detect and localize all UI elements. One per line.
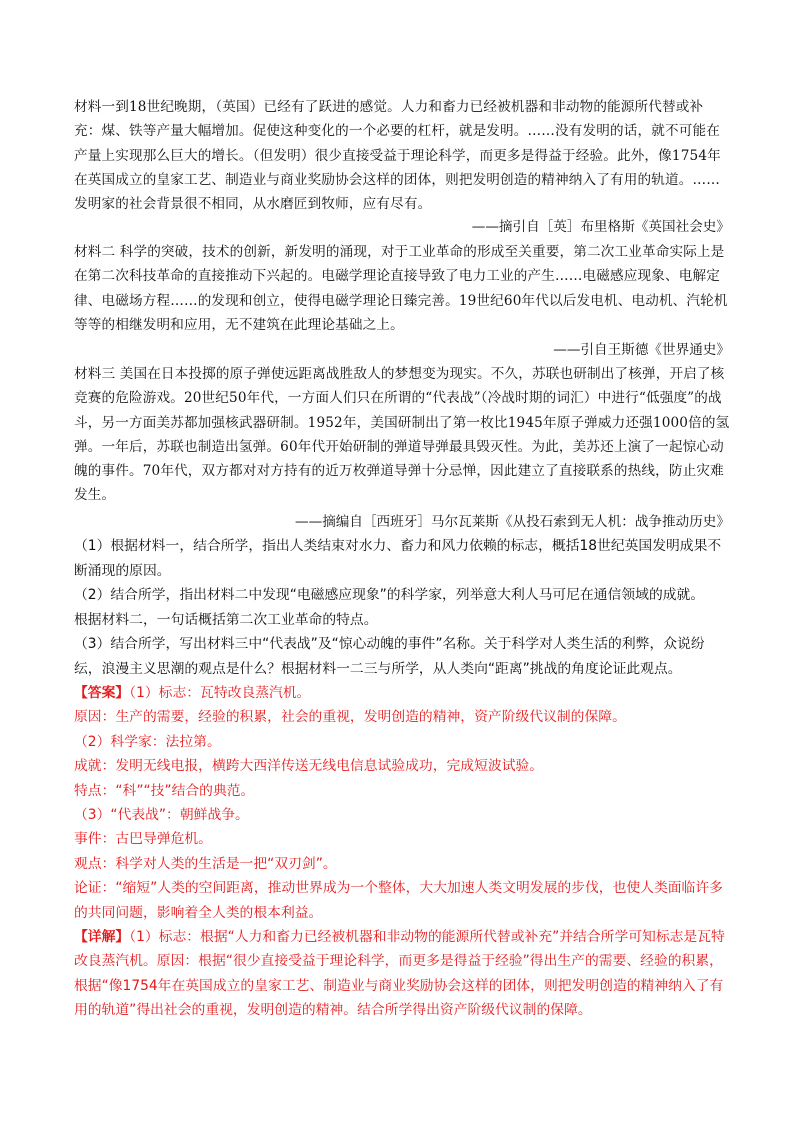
question-2b: 根据材料二，一句话概括第二次工业革命的特点。 [74,611,378,628]
detail-section [74,925,730,1023]
answer-2: （2）科学家：法拉第。 [74,733,221,750]
material-one-text: 材料一到18世纪晚期，（英国）已经有了跃进的感觉。人力和畜力已经被机器和非动物的能源所代替或补充：煤、铁等产量大幅增加。促使这种变化的一个必要的杠杆，就是发明。……没有发明的话，就不可能在产量上实现那么巨大的增长。（但发明）很少直接受益于理论科学，而更多是得益于经验。此外，像1754年在英国成立的皇家工艺、制造业与商业奖励协会这样的团体，则把发明创造的精神纳入了有用的轨道。……发明家的社会背景很不相同，从水磨匠到牧师，应有尽有。 [74,99,721,213]
answer-2-achievement: 成就：发明无线电报，横跨大西洋传送无线电信息试验成功，完成短波试验。 [74,758,544,775]
answer-3: （3）“代表战”：朝鲜战争。 [74,807,249,824]
detail-line [74,925,730,1023]
question-1: （1）根据材料一，结合所学，指出人类结束对水力、畜力和风力依赖的标志，概括18世纪英国发明成果不断涌现的原因。 [74,538,722,579]
material-two-source: ——引自王斯德《世界通史》 [553,342,730,358]
detail-tag: 【详解】 [74,929,130,945]
answer-3-event: 事件：古巴导弹危机。 [74,831,212,848]
material-three-source: ——摘编自［西班牙］马尔瓦莱斯《从投石索到无人机：战争推动历史》 [295,514,730,530]
material-two [74,240,730,337]
question-list [74,534,730,682]
answer-2-feature: 特点：“科”“技”结合的典范。 [74,782,255,799]
material-one [74,95,730,216]
material-two-text: 材料二 科学的突破，技术的创新，新发明的涌现，对于工业革命的形成至关重要，第二次工业革命实际上是在第二次科技革命的直接推动下兴起的。电磁学理论直接导致了电力工业的产生……电磁感应现象、电解定律、电磁场方程……的发现和创立，使得电磁学理论日臻完善。19世纪60年代以后发电机、电动机、汽轮机等等的相继发明和应用，无不建筑在此理论基础之上。 [74,244,728,333]
question-2a: （2）结合所学，指出材料二中发现“电磁感应现象”的科学家，列举意大利人马可尼在通信领域的成就。 [74,587,705,604]
answer-1: （1）标志：瓦特改良蒸汽机。 [129,685,311,701]
material-one-source: ——摘引自［英］布里格斯《英国社会史》 [471,219,730,235]
answer-1-reason: 原因：生产的需要，经验的积累，社会的重视，发明创造的精神，资产阶级代议制的保障。 [74,709,626,726]
answer-tag: 【答案】 [74,685,130,701]
answer-line-1 [74,681,730,705]
material-three [74,362,730,508]
answer-section [74,681,730,925]
detail-text: （1）标志：根据“人力和畜力已经被机器和非动物的能源所代替或补充”并结合所学可知标志是瓦特改良蒸汽机。原因：根据“很少直接受益于理论科学，而更多是得益于经验”得出生产的需要、经验的积累，根据“像1754年在英国成立的皇家工艺、制造业与商业奖励协会这样的团体，则把发明创造的精神纳入了有用的轨道”得出社会的重视，发明创造的精神。结合所学得出资产阶级代议制的保障。 [74,929,725,1019]
answer-3-view: 观点：科学对人类的生活是一把“双刃剑”。 [74,855,337,872]
question-3: （3）结合所学，写出材料三中“代表战”及“惊心动魄的事件”名称。关于科学对人类生活的利弊，众说纷纭，浪漫主义思潮的观点是什么？根据材料一二三与所学，从人类向“距离”挑战的角度论证此观点。 [74,636,705,677]
answer-3-argument: 论证：“缩短”人类的空间距离，推动世界成为一个整体，大大加速人类文明发展的步伐，也使人类面临许多的共同问题，影响着全人类的根本利益。 [74,880,723,921]
material-three-text: 材料三 美国在日本投掷的原子弹使远距离战胜敌人的梦想变为现实。不久，苏联也研制出了核弹，开启了核竞赛的危险游戏。20世纪50年代，一方面人们只在所谓的“代表战”（冷战时期的词汇）中进行“低强度”的战斗，另一方面美苏都加强核武器研制。1952年，美国研制出了第一枚比1945年原子弹威力还强1000倍的氢弹。一年后，苏联也制造出氢弹。60年代开始研制的弹道导弹最具毁灭性。为此，美苏还上演了一起惊心动魄的事件。70年代，双方都对对方持有的近万枚弹道导弹十分忌惮，因此建立了直接联系的热线，防止灾难发生。 [74,366,730,504]
